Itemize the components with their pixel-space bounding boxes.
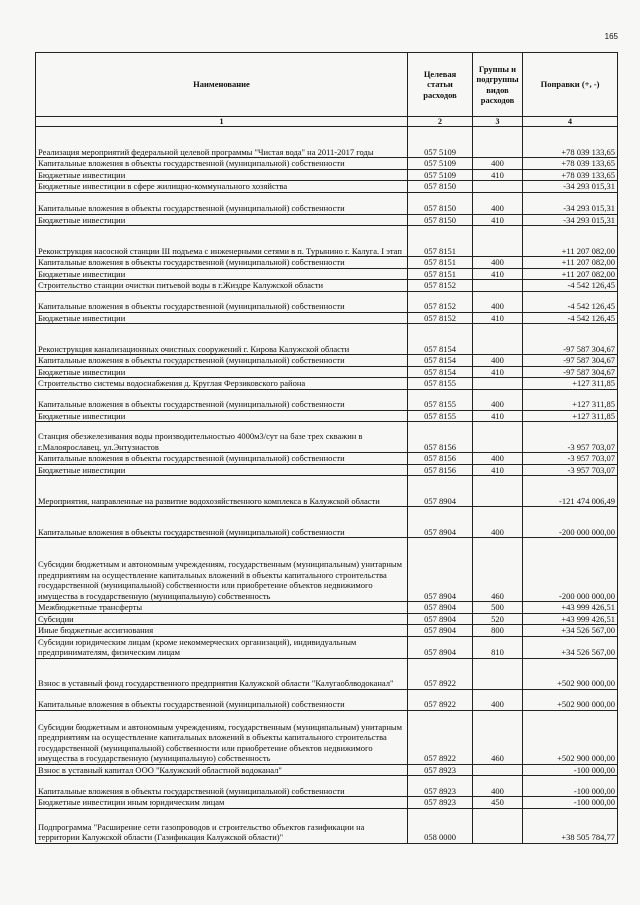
row-amendment: -121 474 006,49 [523,476,618,507]
row-target-item: 057 8904 [408,625,473,637]
row-amendment: -97 587 304,67 [523,355,618,367]
row-amendment: -100 000,00 [523,776,618,797]
row-target-item: 057 8904 [408,538,473,602]
row-expense-group: 460 [473,710,523,764]
column-index-row [36,117,618,127]
row-name: Строительство системы водоснабжения д. Круглая Ферзиковского района [36,378,408,390]
row-amendment: -34 293 015,31 [523,214,618,226]
row-name: Бюджетные инвестиции [36,169,408,181]
table-row [36,181,618,193]
row-target-item: 057 8155 [408,410,473,422]
row-amendment: -200 000 000,00 [523,538,618,602]
row-amendment: -4 542 126,45 [523,312,618,324]
row-amendment: -100 000,00 [523,764,618,776]
table-row [36,355,618,367]
row-amendment: +78 039 133,65 [523,127,618,158]
table-row [36,268,618,280]
row-expense-group: 400 [473,389,523,410]
table-row [36,378,618,390]
row-amendment: +38 505 784,77 [523,808,618,843]
row-target-item: 057 8151 [408,226,473,257]
table-row [36,689,618,710]
column-index: 1 [36,117,408,127]
row-amendment: -34 293 015,31 [523,181,618,193]
row-target-item: 057 8155 [408,378,473,390]
row-target-item: 057 8155 [408,389,473,410]
row-amendment: +127 311,85 [523,389,618,410]
table-row [36,808,618,843]
row-expense-group [473,324,523,355]
row-expense-group [473,476,523,507]
row-target-item: 057 8152 [408,312,473,324]
row-name: Капитальные вложения в объекты государственной (муниципальной) собственности [36,291,408,312]
row-amendment: -100 000,00 [523,797,618,809]
row-expense-group: 400 [473,257,523,269]
table-row [36,625,618,637]
row-expense-group: 800 [473,625,523,637]
table-row [36,324,618,355]
row-expense-group: 810 [473,636,523,658]
row-target-item: 057 8154 [408,366,473,378]
row-amendment: +78 039 133,65 [523,158,618,170]
table-row [36,613,618,625]
row-expense-group [473,280,523,292]
table-body [36,117,618,844]
row-expense-group: 410 [473,464,523,476]
row-name: Капитальные вложения в объекты государственной (муниципальной) собственности [36,776,408,797]
row-target-item: 057 8150 [408,214,473,226]
row-name: Капитальные вложения в объекты государственной (муниципальной) собственности [36,453,408,465]
row-expense-group: 400 [473,192,523,214]
row-target-item: 057 8904 [408,476,473,507]
header-name: Наименование [36,53,408,117]
row-expense-group: 400 [473,453,523,465]
table-row [36,312,618,324]
row-amendment: -34 293 015,31 [523,192,618,214]
row-expense-group: 520 [473,613,523,625]
column-index: 2 [408,117,473,127]
header-amendments: Поправки (+, -) [523,53,618,117]
row-target-item: 057 8922 [408,710,473,764]
row-expense-group: 400 [473,507,523,538]
row-expense-group [473,181,523,193]
row-expense-group: 460 [473,538,523,602]
row-expense-group [473,422,523,453]
row-target-item: 057 8154 [408,324,473,355]
row-name: Бюджетные инвестиции [36,366,408,378]
row-name: Реализация мероприятий федеральной целевой программы "Чистая вода" на 2011-2017 годы [36,127,408,158]
row-name: Капитальные вложения в объекты государственной (муниципальной) собственности [36,192,408,214]
table-row [36,476,618,507]
table-row [36,192,618,214]
row-amendment: -97 587 304,67 [523,324,618,355]
row-target-item: 057 5109 [408,127,473,158]
row-expense-group: 400 [473,776,523,797]
table-row [36,764,618,776]
row-name: Реконструкция насосной станции III подъема с инженерными сетями в п. Турынино г. Калуга. I этап [36,226,408,257]
row-name: Субсидии [36,613,408,625]
row-target-item: 057 8922 [408,658,473,689]
row-target-item: 057 8150 [408,181,473,193]
row-name: Капитальные вложения в объекты государственной (муниципальной) собственности [36,689,408,710]
row-expense-group [473,127,523,158]
row-amendment: +127 311,85 [523,378,618,390]
row-expense-group: 400 [473,291,523,312]
row-name: Бюджетные инвестиции в сфере жилищно-коммунального хозяйства [36,181,408,193]
table-row [36,158,618,170]
row-name: Бюджетные инвестиции [36,312,408,324]
row-amendment: +11 207 082,00 [523,268,618,280]
row-amendment: -3 957 703,07 [523,453,618,465]
table-row [36,453,618,465]
row-expense-group: 410 [473,410,523,422]
row-amendment: +43 999 426,51 [523,613,618,625]
row-amendment: +502 900 000,00 [523,658,618,689]
row-amendment: +502 900 000,00 [523,710,618,764]
row-amendment: +34 526 567,00 [523,625,618,637]
row-expense-group: 400 [473,689,523,710]
row-name: Строительство станции очистки питьевой воды в г.Жиздре Калужской области [36,280,408,292]
row-amendment: -3 957 703,07 [523,464,618,476]
row-expense-group: 410 [473,169,523,181]
row-name: Взнос в уставный фонд государственного предприятия Калужской области "Калугаоблводоканал" [36,658,408,689]
row-expense-group: 400 [473,355,523,367]
row-target-item: 057 8150 [408,192,473,214]
row-name: Капитальные вложения в объекты государственной (муниципальной) собственности [36,355,408,367]
row-name: Реконструкция канализационных очистных сооружений г. Кирова Калужской области [36,324,408,355]
table-row [36,366,618,378]
row-expense-group: 410 [473,366,523,378]
row-target-item: 057 5109 [408,158,473,170]
row-name: Бюджетные инвестиции [36,214,408,226]
table-row [36,658,618,689]
row-expense-group [473,226,523,257]
row-expense-group [473,764,523,776]
table-row [36,507,618,538]
row-expense-group: 410 [473,312,523,324]
row-name: Субсидии бюджетным и автономным учреждениям, государственным (муниципальным) унитарным предприятиям на осуществление капитальных вложений в объекты капитального строительства государственной (муниципальной) собственности или приобретение объектов недвижимого имущества в государственную (муниципальную) собственность [36,710,408,764]
row-target-item: 057 8904 [408,507,473,538]
table-row [36,797,618,809]
row-name: Субсидии юридическим лицам (кроме некоммерческих организаций), индивидуальным предпринимателям, физическим лицам [36,636,408,658]
row-amendment: +127 311,85 [523,410,618,422]
page-number: 165 [604,32,618,41]
header-target-item: Целевая статьи расходов [408,53,473,117]
table-row [36,389,618,410]
row-name: Субсидии бюджетным и автономным учреждениям, государственным (муниципальным) унитарным предприятиям на осуществление капитальных вложений в объекты капитального строительства государственной (муниципальной) собственности или приобретение объектов недвижимого имущества в государственную (муниципальную) собственность [36,538,408,602]
row-target-item: 057 8904 [408,602,473,614]
table-row [36,776,618,797]
row-amendment: +11 207 082,00 [523,226,618,257]
row-name: Станция обезжелезивания воды производительностью 4000м3/сут на базе трех скважин в г.Малоярославец, ул.Энтузиастов [36,422,408,453]
table-row [36,291,618,312]
row-name: Взнос в уставный капитал ООО "Калужский областной водоканал" [36,764,408,776]
row-name: Подпрограмма "Расширение сети газопроводов и строительство объектов газификации на территории Калужской области (Газификация Калужской области)" [36,808,408,843]
table-row [36,280,618,292]
row-name: Межбюджетные трансферты [36,602,408,614]
row-target-item: 057 8904 [408,636,473,658]
column-index: 3 [473,117,523,127]
table-row [36,422,618,453]
row-target-item: 057 8156 [408,453,473,465]
row-amendment: +502 900 000,00 [523,689,618,710]
row-name: Капитальные вложения в объекты государственной (муниципальной) собственности [36,507,408,538]
row-expense-group [473,378,523,390]
table-row [36,257,618,269]
budget-amendments-table [35,52,618,844]
table-row [36,169,618,181]
row-expense-group: 410 [473,214,523,226]
row-amendment: -4 542 126,45 [523,280,618,292]
row-expense-group [473,808,523,843]
row-target-item: 057 8904 [408,613,473,625]
column-index: 4 [523,117,618,127]
row-amendment: -200 000 000,00 [523,507,618,538]
row-target-item: 057 8151 [408,257,473,269]
row-target-item: 057 8154 [408,355,473,367]
table-row [36,636,618,658]
row-target-item: 057 8151 [408,268,473,280]
row-amendment: +34 526 567,00 [523,636,618,658]
row-name: Иные бюджетные ассигнования [36,625,408,637]
row-expense-group: 500 [473,602,523,614]
row-name: Бюджетные инвестиции [36,268,408,280]
row-target-item: 057 8152 [408,280,473,292]
row-target-item: 057 8156 [408,422,473,453]
row-amendment: -3 957 703,07 [523,422,618,453]
table-row [36,214,618,226]
header-expense-group: Группы и подгруппы видов расходов [473,53,523,117]
row-expense-group: 400 [473,158,523,170]
row-target-item: 057 8923 [408,776,473,797]
row-name: Бюджетные инвестиции [36,410,408,422]
row-amendment: +78 039 133,65 [523,169,618,181]
row-expense-group [473,658,523,689]
row-target-item: 057 8152 [408,291,473,312]
table-row [36,710,618,764]
row-amendment: -4 542 126,45 [523,291,618,312]
row-target-item: 057 8923 [408,797,473,809]
row-name: Бюджетные инвестиции [36,464,408,476]
row-target-item: 057 8156 [408,464,473,476]
table-row [36,127,618,158]
table-row [36,602,618,614]
row-amendment: +43 999 426,51 [523,602,618,614]
table-row [36,410,618,422]
row-target-item: 058 0000 [408,808,473,843]
row-expense-group: 410 [473,268,523,280]
row-target-item: 057 8923 [408,764,473,776]
row-name: Капитальные вложения в объекты государственной (муниципальной) собственности [36,389,408,410]
row-target-item: 057 5109 [408,169,473,181]
table-row [36,226,618,257]
row-amendment: -97 587 304,67 [523,366,618,378]
row-target-item: 057 8922 [408,689,473,710]
row-name: Капитальные вложения в объекты государственной (муниципальной) собственности [36,158,408,170]
table-row [36,538,618,602]
row-name: Мероприятия, направленные на развитие водохозяйственного комплекса в Калужской области [36,476,408,507]
row-expense-group: 450 [473,797,523,809]
row-name: Бюджетные инвестиции иным юридическим лицам [36,797,408,809]
table-row [36,464,618,476]
row-amendment: +11 207 082,00 [523,257,618,269]
row-name: Капитальные вложения в объекты государственной (муниципальной) собственности [36,257,408,269]
